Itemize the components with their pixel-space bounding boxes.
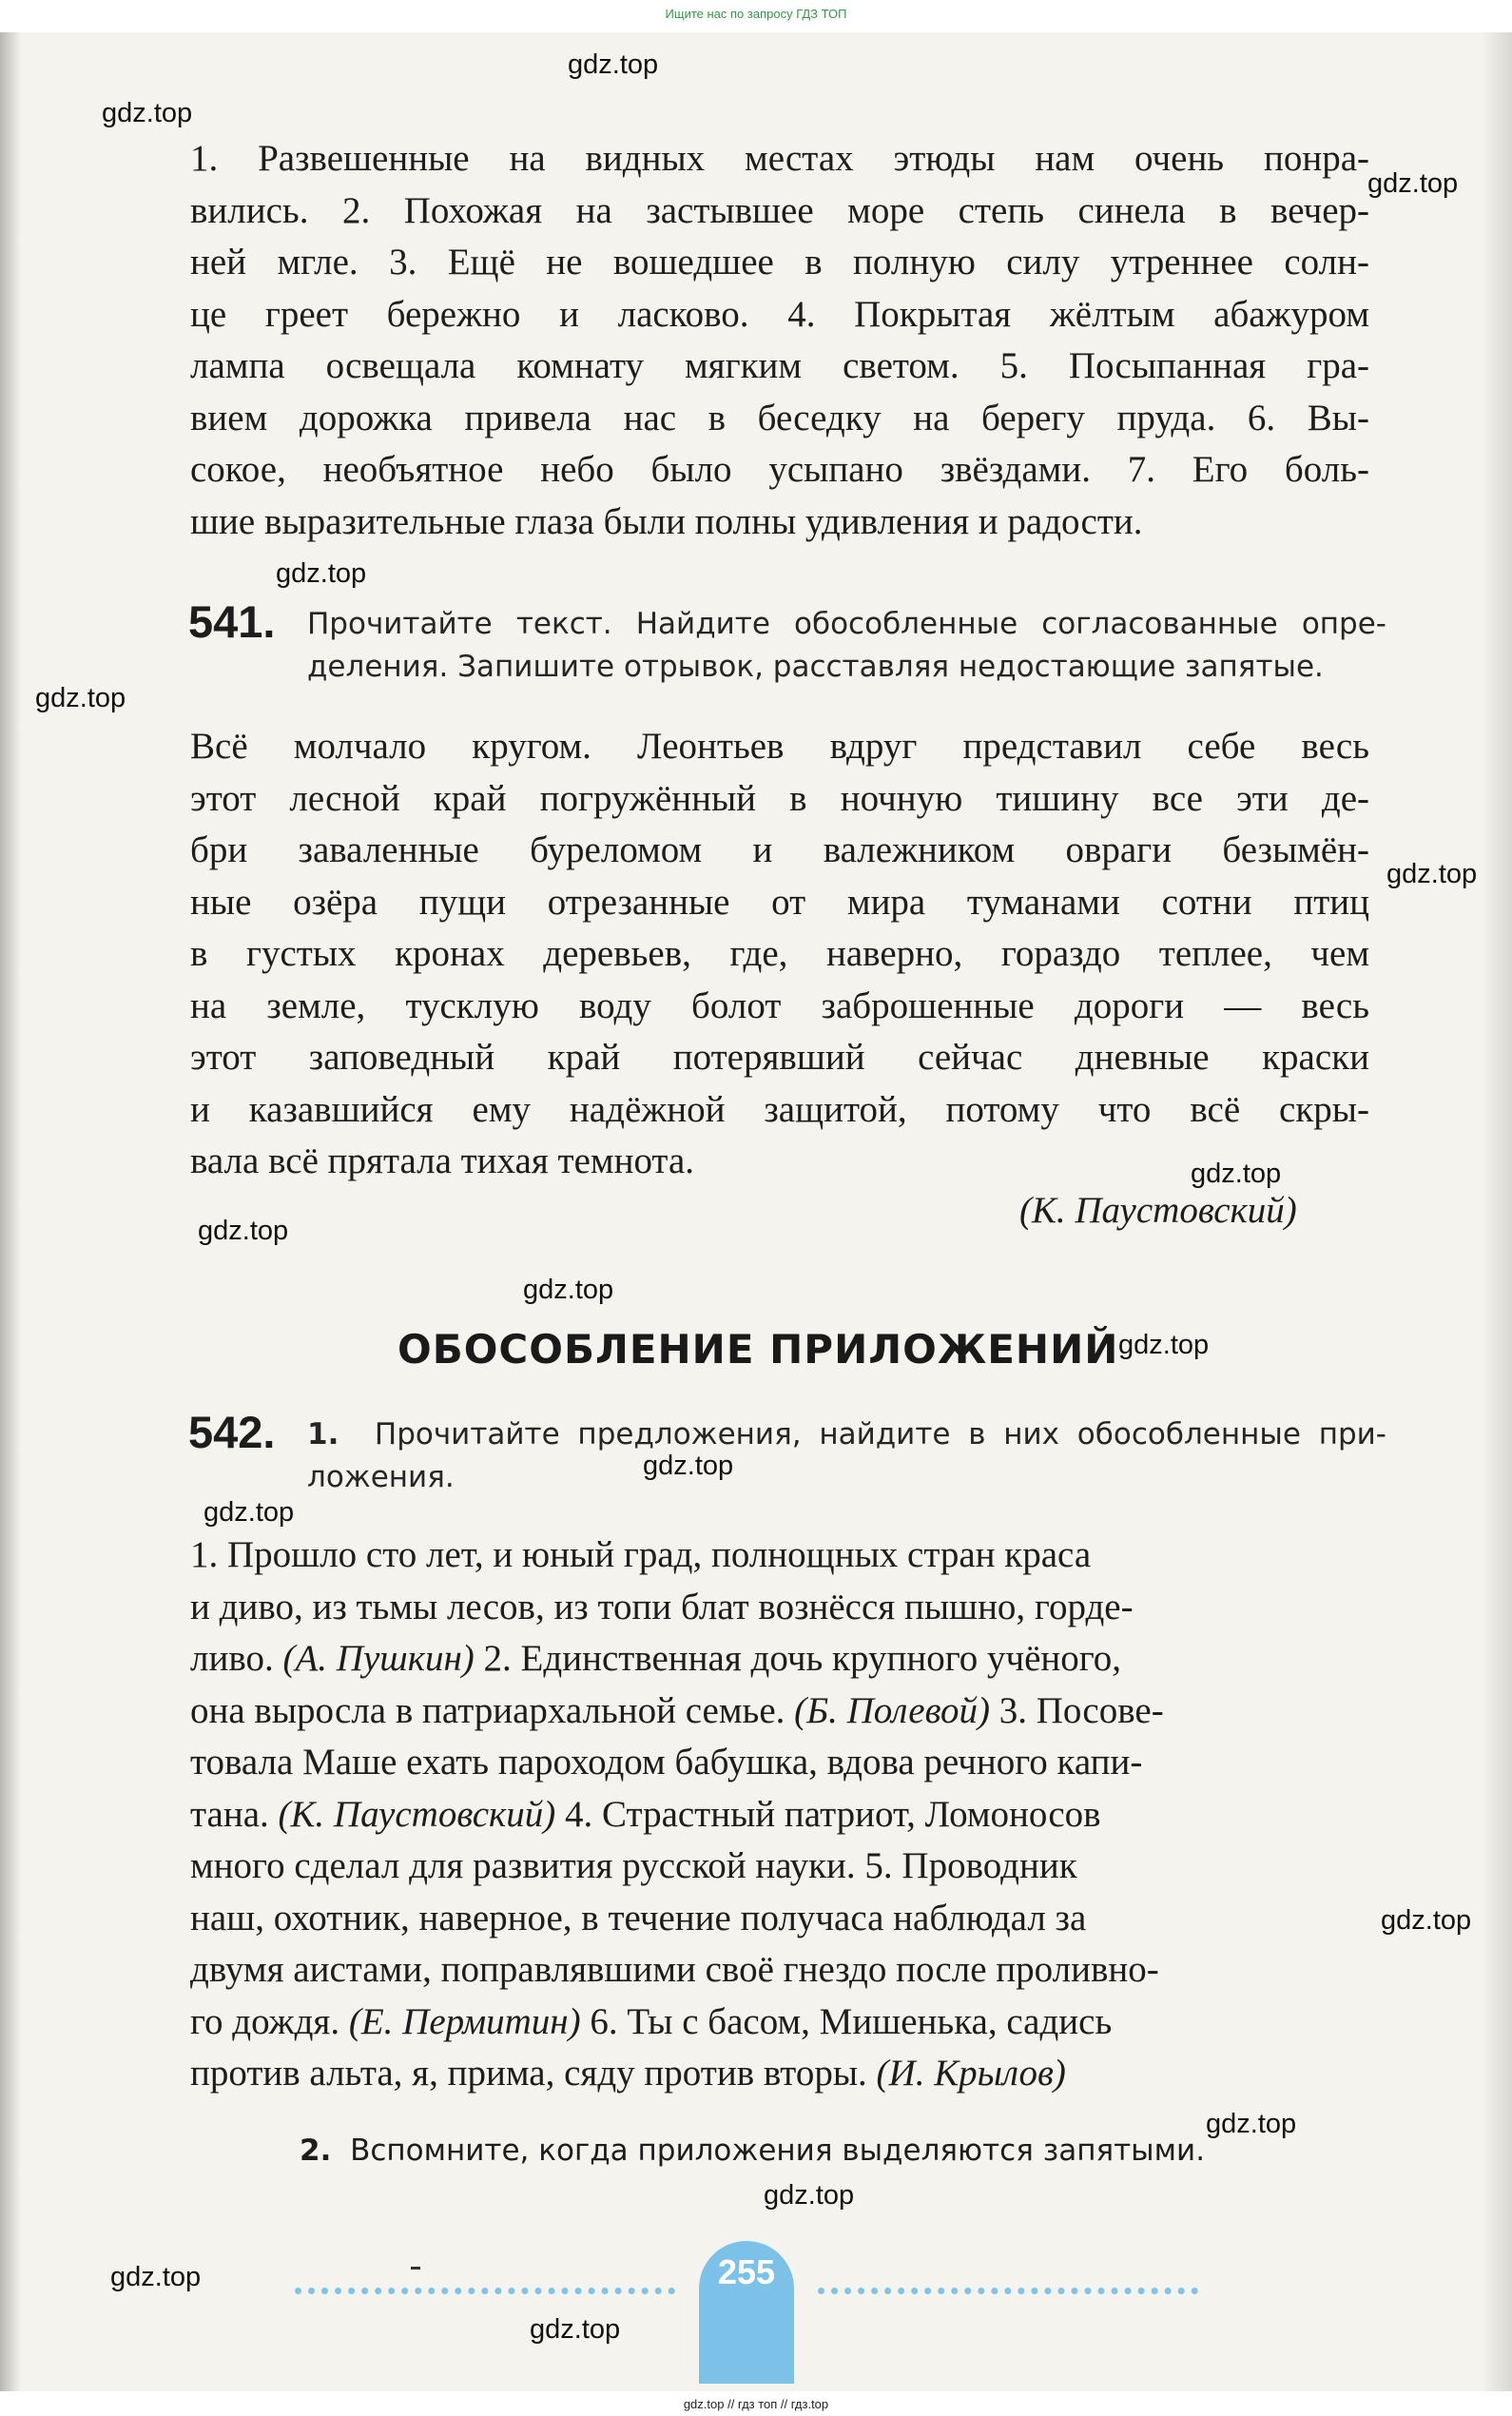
watermark: gdz.top: [276, 558, 367, 589]
exercise-number: 541.: [188, 596, 276, 647]
author-attribution: (А. Пушкин): [282, 1638, 475, 1679]
page-number: 255: [717, 2252, 776, 2291]
watermark: gdz.top: [568, 49, 659, 80]
footer-caption: gdz.top // гдз топ // гдз.top: [683, 2397, 829, 2411]
page-edge: [1482, 32, 1512, 2391]
dash-mark: [411, 2267, 420, 2270]
text-line: лампа освещала комнату мягким светом. 5. Посыпанная гра-: [190, 345, 1369, 386]
part-number: 2.: [300, 2133, 332, 2168]
watermark: gdz.top: [204, 1497, 295, 1528]
text-segment: и диво, из тьмы лесов, из топи блат вознёсся пышно, горде-: [190, 1586, 1134, 1627]
text-line: [190, 1685, 1369, 1738]
text-line: этот лесной край погружённый в ночную тишину все эти де-: [190, 777, 1369, 819]
text-line: [190, 2048, 1369, 2100]
exercise-540-text: [190, 133, 1369, 548]
instruction-line: Прочитайте текст. Найдите обособленные согласованные опре-: [307, 607, 1386, 641]
exercise-541-text: [190, 721, 1369, 1188]
text-segment: она выросла в патриархальной семье.: [190, 1689, 795, 1731]
watermark: gdz.top: [523, 1275, 614, 1305]
text-segment: ливо.: [190, 1638, 283, 1679]
text-segment: 2. Единственная дочь крупного учёного,: [474, 1638, 1122, 1679]
text-line: ные озёра пущи отрезанные от мира туманами сотни птиц: [190, 881, 1369, 923]
watermark: gdz.top: [643, 1451, 734, 1481]
text-segment: товала Маше ехать пароходом бабушка, вдова речного капи-: [190, 1742, 1143, 1783]
text-segment: 3. Посове-: [990, 1689, 1164, 1731]
watermark: gdz.top: [110, 2262, 202, 2292]
instruction-line: [307, 1413, 1386, 1456]
text-line: [190, 1841, 1369, 1893]
author-attribution: (И. Крылов): [876, 2053, 1066, 2094]
watermark: gdz.top: [1381, 1905, 1472, 1936]
exercise-instructions: [307, 603, 1386, 689]
exercise-number: 542.: [188, 1407, 276, 1457]
instruction-line: [307, 1456, 1386, 1499]
author-attribution: (Е. Пермитин): [348, 2000, 581, 2042]
watermark: gdz.top: [530, 2314, 621, 2345]
instruction-line: деления. Запишите отрывок, расставляя недостающие запятые.: [307, 650, 1324, 684]
text-line: [190, 1582, 1369, 1634]
text-segment: 4. Страстный патриот, Ломоносов: [555, 1793, 1101, 1835]
text-line: [190, 1997, 1369, 2049]
text-line: ней мгле. 3. Ещё не вошедшее в полную силу утреннее солн-: [190, 242, 1369, 283]
text-line: шие выразительные глаза были полны удивления и радости.: [190, 500, 1143, 542]
text-segment: тана.: [190, 1793, 279, 1835]
exercise-542-text: [190, 1529, 1369, 2100]
footer-dots-right: [818, 2288, 1198, 2302]
text-line: на земле, тусклую воду болот заброшенные дороги — весь: [190, 984, 1369, 1026]
text-line: 1. Развешенные на видных местах этюды нам очень понра-: [190, 138, 1369, 179]
text-segment: 1. Прошло сто лет, и юный град, полнощных стран краса: [190, 1534, 1092, 1575]
text-line: вились. 2. Похожая на застывшее море степь синела в вечер-: [190, 189, 1369, 231]
top-banner: Ищите нас по запросу ГДЗ ТОП: [665, 7, 847, 21]
watermark: gdz.top: [35, 683, 126, 713]
instruction-text: Прочитайте предложения, найдите в них обособленные при-: [374, 1417, 1386, 1452]
text-line: бри заваленные буреломом и валежником овраги безымён-: [190, 829, 1369, 870]
text-segment: 6. Ты с басом, Мишенька, садись: [580, 2000, 1113, 2042]
text-segment: двумя аистами, поправлявшими своё гнездо после проливно-: [190, 1949, 1159, 1990]
watermark: gdz.top: [764, 2180, 855, 2211]
watermark: gdz.top: [1367, 168, 1459, 199]
text-line: [190, 1789, 1369, 1841]
author-attribution: (К. Паустовский): [1019, 1190, 1297, 1231]
text-line: [190, 1529, 1369, 1582]
text-segment: го дождя.: [190, 2000, 349, 2042]
part-text: Вспомните, когда приложения выделяются запятыми.: [350, 2133, 1206, 2168]
text-line: [190, 1633, 1369, 1685]
watermark: gdz.top: [1206, 2109, 1297, 2139]
author-attribution: (Б. Полевой): [794, 1689, 991, 1731]
text-line: [190, 1944, 1369, 1997]
text-line: це греет бережно и ласково. 4. Покрытая жёлтым абажуром: [190, 293, 1369, 335]
text-segment: наш, охотник, наверное, в течение получаса наблюдал за: [190, 1897, 1087, 1939]
binding-shadow: [0, 32, 21, 2391]
text-line: [190, 1737, 1369, 1789]
section-title: ОБОСОБЛЕНИЕ ПРИЛОЖЕНИЙ: [397, 1326, 1119, 1373]
part-number: 1.: [307, 1417, 339, 1452]
text-line: в густых кронах деревьев, где, наверно, гораздо теплее, чем: [190, 933, 1369, 974]
exercise-instructions: [307, 1413, 1386, 1499]
text-segment: против альта, я, прима, сяду против вторы.: [190, 2053, 877, 2094]
exercise-542-part2: [300, 2133, 1205, 2168]
watermark: gdz.top: [1118, 1330, 1210, 1360]
text-line: вала всё прятала тихая темнота.: [190, 1140, 695, 1181]
watermark: gdz.top: [1386, 859, 1478, 889]
instruction-text: ложения.: [307, 1460, 455, 1494]
text-line: и казавшийся ему надёжной защитой, потому что всё скры-: [190, 1088, 1369, 1130]
text-line: этот заповедный край потерявший сейчас дневные краски: [190, 1037, 1369, 1078]
text-line: сокое, необъятное небо было усыпано звёздами. 7. Его боль-: [190, 449, 1369, 490]
text-segment: много сделал для развития русской науки. 5. Проводник: [190, 1845, 1077, 1886]
author-attribution: (К. Паустовский): [278, 1793, 556, 1835]
watermark: gdz.top: [198, 1216, 289, 1246]
text-line: [190, 1893, 1369, 1945]
footer-dots-left: [295, 2288, 675, 2302]
watermark: gdz.top: [102, 98, 193, 128]
text-line: вием дорожка привела нас в беседку на берегу пруда. 6. Вы-: [190, 397, 1369, 438]
watermark: gdz.top: [1191, 1159, 1282, 1189]
text-line: Всё молчало кругом. Леонтьев вдруг представил себе весь: [190, 726, 1369, 767]
